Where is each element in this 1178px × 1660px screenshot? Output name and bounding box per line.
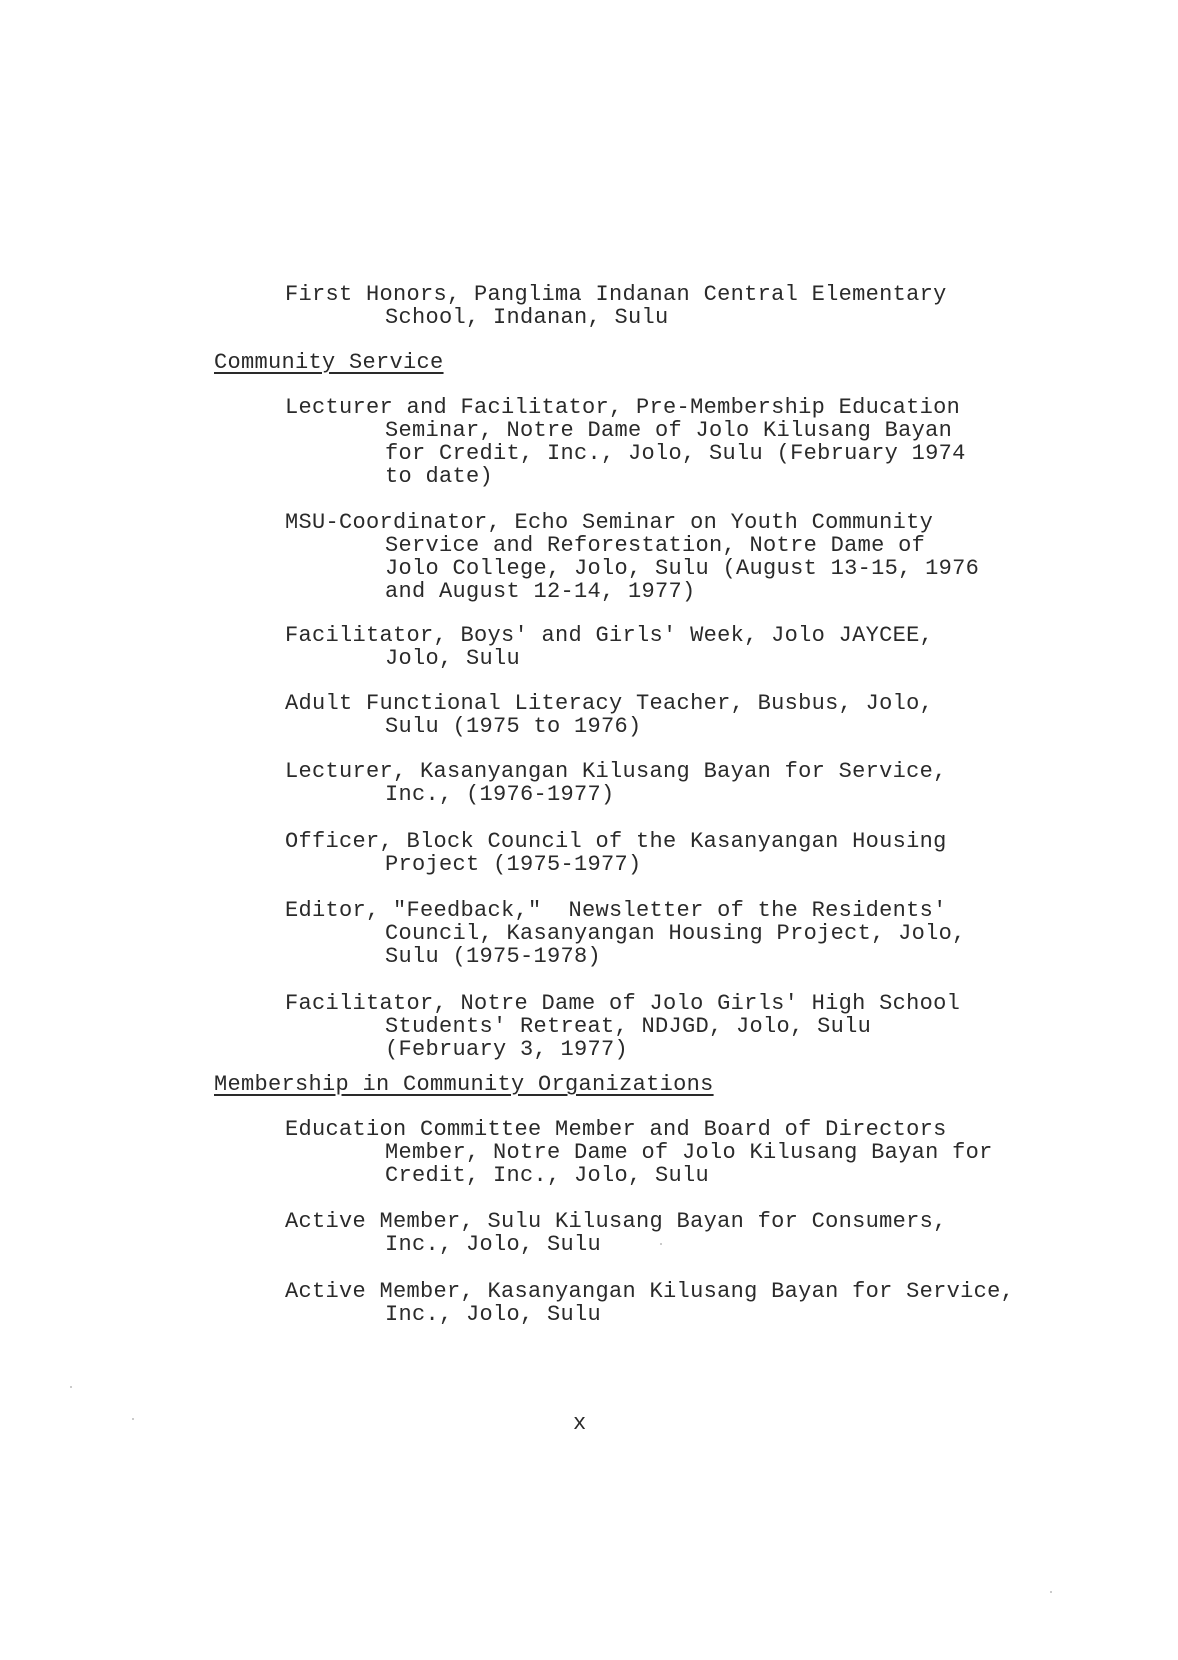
entry-line: Sulu (1975-1978) bbox=[385, 944, 602, 969]
entry-line: Seminar, Notre Dame of Jolo Kilusang Bayan bbox=[385, 418, 953, 443]
membership-entry bbox=[285, 1280, 1085, 1326]
entry-line: (February 3, 1977) bbox=[385, 1037, 629, 1062]
honors-entry bbox=[285, 283, 1085, 329]
community-service-entry bbox=[285, 830, 1085, 876]
entry-line: Facilitator, Notre Dame of Jolo Girls' High School bbox=[285, 991, 961, 1016]
entry-line: Adult Functional Literacy Teacher, Busbus, Jolo, bbox=[285, 691, 934, 716]
entry-line: Active Member, Sulu Kilusang Bayan for Consumers, bbox=[285, 1209, 947, 1234]
honors-line-1: First Honors, Panglima Indanan Central Elementary bbox=[285, 282, 947, 307]
entry-line: Lecturer, Kasanyangan Kilusang Bayan for Service, bbox=[285, 759, 947, 784]
entry-line: Jolo College, Jolo, Sulu (August 13-15, 1976 bbox=[385, 556, 980, 581]
entry-line: and August 12-14, 1977) bbox=[385, 579, 696, 604]
entry-line: Lecturer and Facilitator, Pre-Membership Education bbox=[285, 395, 961, 420]
community-service-entry bbox=[285, 899, 1085, 968]
community-service-entry bbox=[285, 692, 1085, 738]
honors-line-2: School, Indanan, Sulu bbox=[385, 305, 669, 330]
scan-speck bbox=[132, 1418, 134, 1420]
entry-line: Inc., Jolo, Sulu bbox=[385, 1302, 602, 1327]
entry-line: Education Committee Member and Board of Directors bbox=[285, 1117, 947, 1142]
entry-line: Sulu (1975 to 1976) bbox=[385, 714, 642, 739]
membership-heading: Membership in Community Organizations bbox=[214, 1072, 714, 1097]
community-service-heading: Community Service bbox=[214, 350, 444, 375]
entry-line: Credit, Inc., Jolo, Sulu bbox=[385, 1163, 710, 1188]
community-service-entry bbox=[285, 760, 1085, 806]
scan-speck bbox=[1050, 1591, 1052, 1593]
membership-entry bbox=[285, 1210, 1085, 1256]
community-service-entry bbox=[285, 511, 1085, 603]
entry-line: Active Member, Kasanyangan Kilusang Bayan for Service, bbox=[285, 1279, 1015, 1304]
entry-line: Jolo, Sulu bbox=[385, 646, 521, 671]
entry-line: for Credit, Inc., Jolo, Sulu (February 1974 bbox=[385, 441, 966, 466]
community-service-entry bbox=[285, 992, 1085, 1061]
entry-line: Service and Reforestation, Notre Dame of bbox=[385, 533, 926, 558]
entry-line: Students' Retreat, NDJGD, Jolo, Sulu bbox=[385, 1014, 872, 1039]
entry-line: Council, Kasanyangan Housing Project, Jolo, bbox=[385, 921, 966, 946]
scan-speck bbox=[70, 1386, 72, 1388]
entry-line: Inc., Jolo, Sulu bbox=[385, 1232, 602, 1257]
membership-entry bbox=[285, 1118, 1085, 1187]
entry-line: MSU-Coordinator, Echo Seminar on Youth Community bbox=[285, 510, 934, 535]
entry-line: Editor, "Feedback," Newsletter of the Residents' bbox=[285, 898, 947, 923]
entry-line: Officer, Block Council of the Kasanyangan Housing bbox=[285, 829, 947, 854]
entry-line: Project (1975-1977) bbox=[385, 852, 642, 877]
page-number: x bbox=[573, 1411, 587, 1436]
community-service-entry bbox=[285, 396, 1085, 488]
community-service-entry bbox=[285, 624, 1085, 670]
entry-line: Inc., (1976-1977) bbox=[385, 782, 615, 807]
entry-line: Member, Notre Dame of Jolo Kilusang Bayan for bbox=[385, 1140, 993, 1165]
scan-speck bbox=[660, 1243, 662, 1245]
entry-line: Facilitator, Boys' and Girls' Week, Jolo JAYCEE, bbox=[285, 623, 934, 648]
entry-line: to date) bbox=[385, 464, 494, 489]
